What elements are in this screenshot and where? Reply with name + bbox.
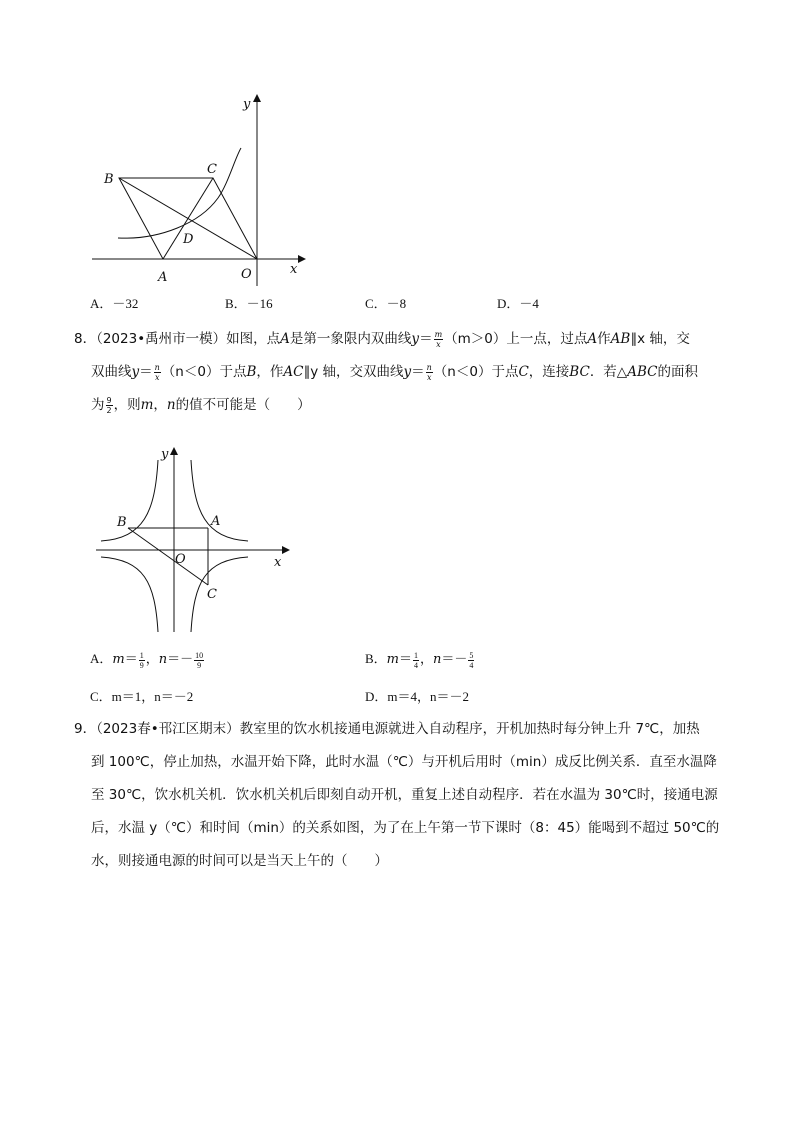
label-x: x (290, 262, 298, 277)
q8-option-a: A．m＝ $\frac{1}{9}$ ，n＝－ $\frac{10}{9}$ (90, 650, 204, 670)
x-axis-arrow (282, 546, 290, 554)
q8-line-2: 双曲线y＝ $\frac{n}{x}$ （n＜0）于点B，作AC∥y 轴，交双曲线y＝ $\frac{n}{x}$ （n＜0）于点C，连接BC．若△ABC的面积 (91, 362, 698, 382)
hyperbola-q3 (101, 557, 158, 632)
label-A: A (158, 270, 168, 285)
label-x: x (274, 555, 282, 570)
label-O: O (241, 267, 252, 282)
hyperbola-curve (118, 148, 241, 238)
q9-line-1: 9．（2023春•邗江区期末）教室里的饮水机接通电源就进入自动程序，开机加热时每分钟上升 7℃，加热 (74, 721, 700, 737)
q8-option-b: B．m＝ $\frac{1}{4}$ ，n＝－ $\frac{5}{4}$ (365, 650, 474, 670)
label-C: C (207, 162, 217, 177)
label-D: D (183, 232, 194, 247)
q9-line-3: 至 30℃，饮水机关机．饮水机关机后即刻自动开机，重复上述自动程序．若在水温为 30℃时，接通电源 (91, 787, 718, 803)
label-A: A (211, 514, 221, 529)
figure-rhombus-hyperbola (80, 88, 320, 293)
q8-line-3: 为 $\frac{9}{2}$ ，则m，n的值不可能是（ ） (91, 395, 311, 415)
label-y: y (243, 97, 251, 112)
q9-line-4: 后，水温 y（℃）和时间（min）的关系如图，为了在上午第一节下课时（8：45）能喝到不超过 50℃的 (91, 820, 720, 836)
x-axis-arrow (298, 255, 306, 263)
q8-line-1: 8．（2023•禹州市一模）如图，点A是第一象限内双曲线y＝ $\frac{m}{x}$ （m＞0）上一点，过点A作AB∥x 轴，交 (74, 329, 690, 349)
y-axis-arrow (170, 447, 178, 455)
segment-BC (128, 528, 208, 585)
question-9 (74, 713, 734, 878)
y-axis-arrow (253, 94, 261, 102)
q8-option-d: D．m＝4，n＝－2 (365, 689, 470, 704)
hyperbola-q4 (191, 557, 248, 632)
q9-line-2: 到 100℃，停止加热，水温开始下降，此时水温（℃）与开机后用时（min）成反比例关系．直至水温降 (91, 754, 717, 770)
fraction-m-over-x: $\frac{m}{x}$ (434, 329, 443, 349)
label-O: O (175, 552, 186, 567)
label-B: B (117, 515, 127, 530)
q7-option-c: C．－8 (365, 296, 407, 311)
q7-option-b: B．－16 (225, 296, 273, 311)
question-8 (74, 323, 734, 422)
fraction-9-over-2: $\frac{9}{2}$ (106, 395, 112, 415)
q7-option-a: A．－32 (90, 296, 139, 311)
label-C: C (207, 587, 217, 602)
fraction-n-over-x-2: $\frac{n}{x}$ (426, 362, 432, 382)
q7-option-d: D．－4 (497, 296, 539, 311)
q8-option-c: C．m＝1，n＝－2 (90, 689, 194, 704)
figure-hyperbolas-triangle (90, 442, 305, 634)
fraction-n-over-x: $\frac{n}{x}$ (154, 362, 160, 382)
q9-line-5: 水，则接通电源的时间可以是当天上午的（ ） (91, 853, 388, 869)
label-B: B (104, 172, 114, 187)
label-y: y (161, 447, 169, 462)
